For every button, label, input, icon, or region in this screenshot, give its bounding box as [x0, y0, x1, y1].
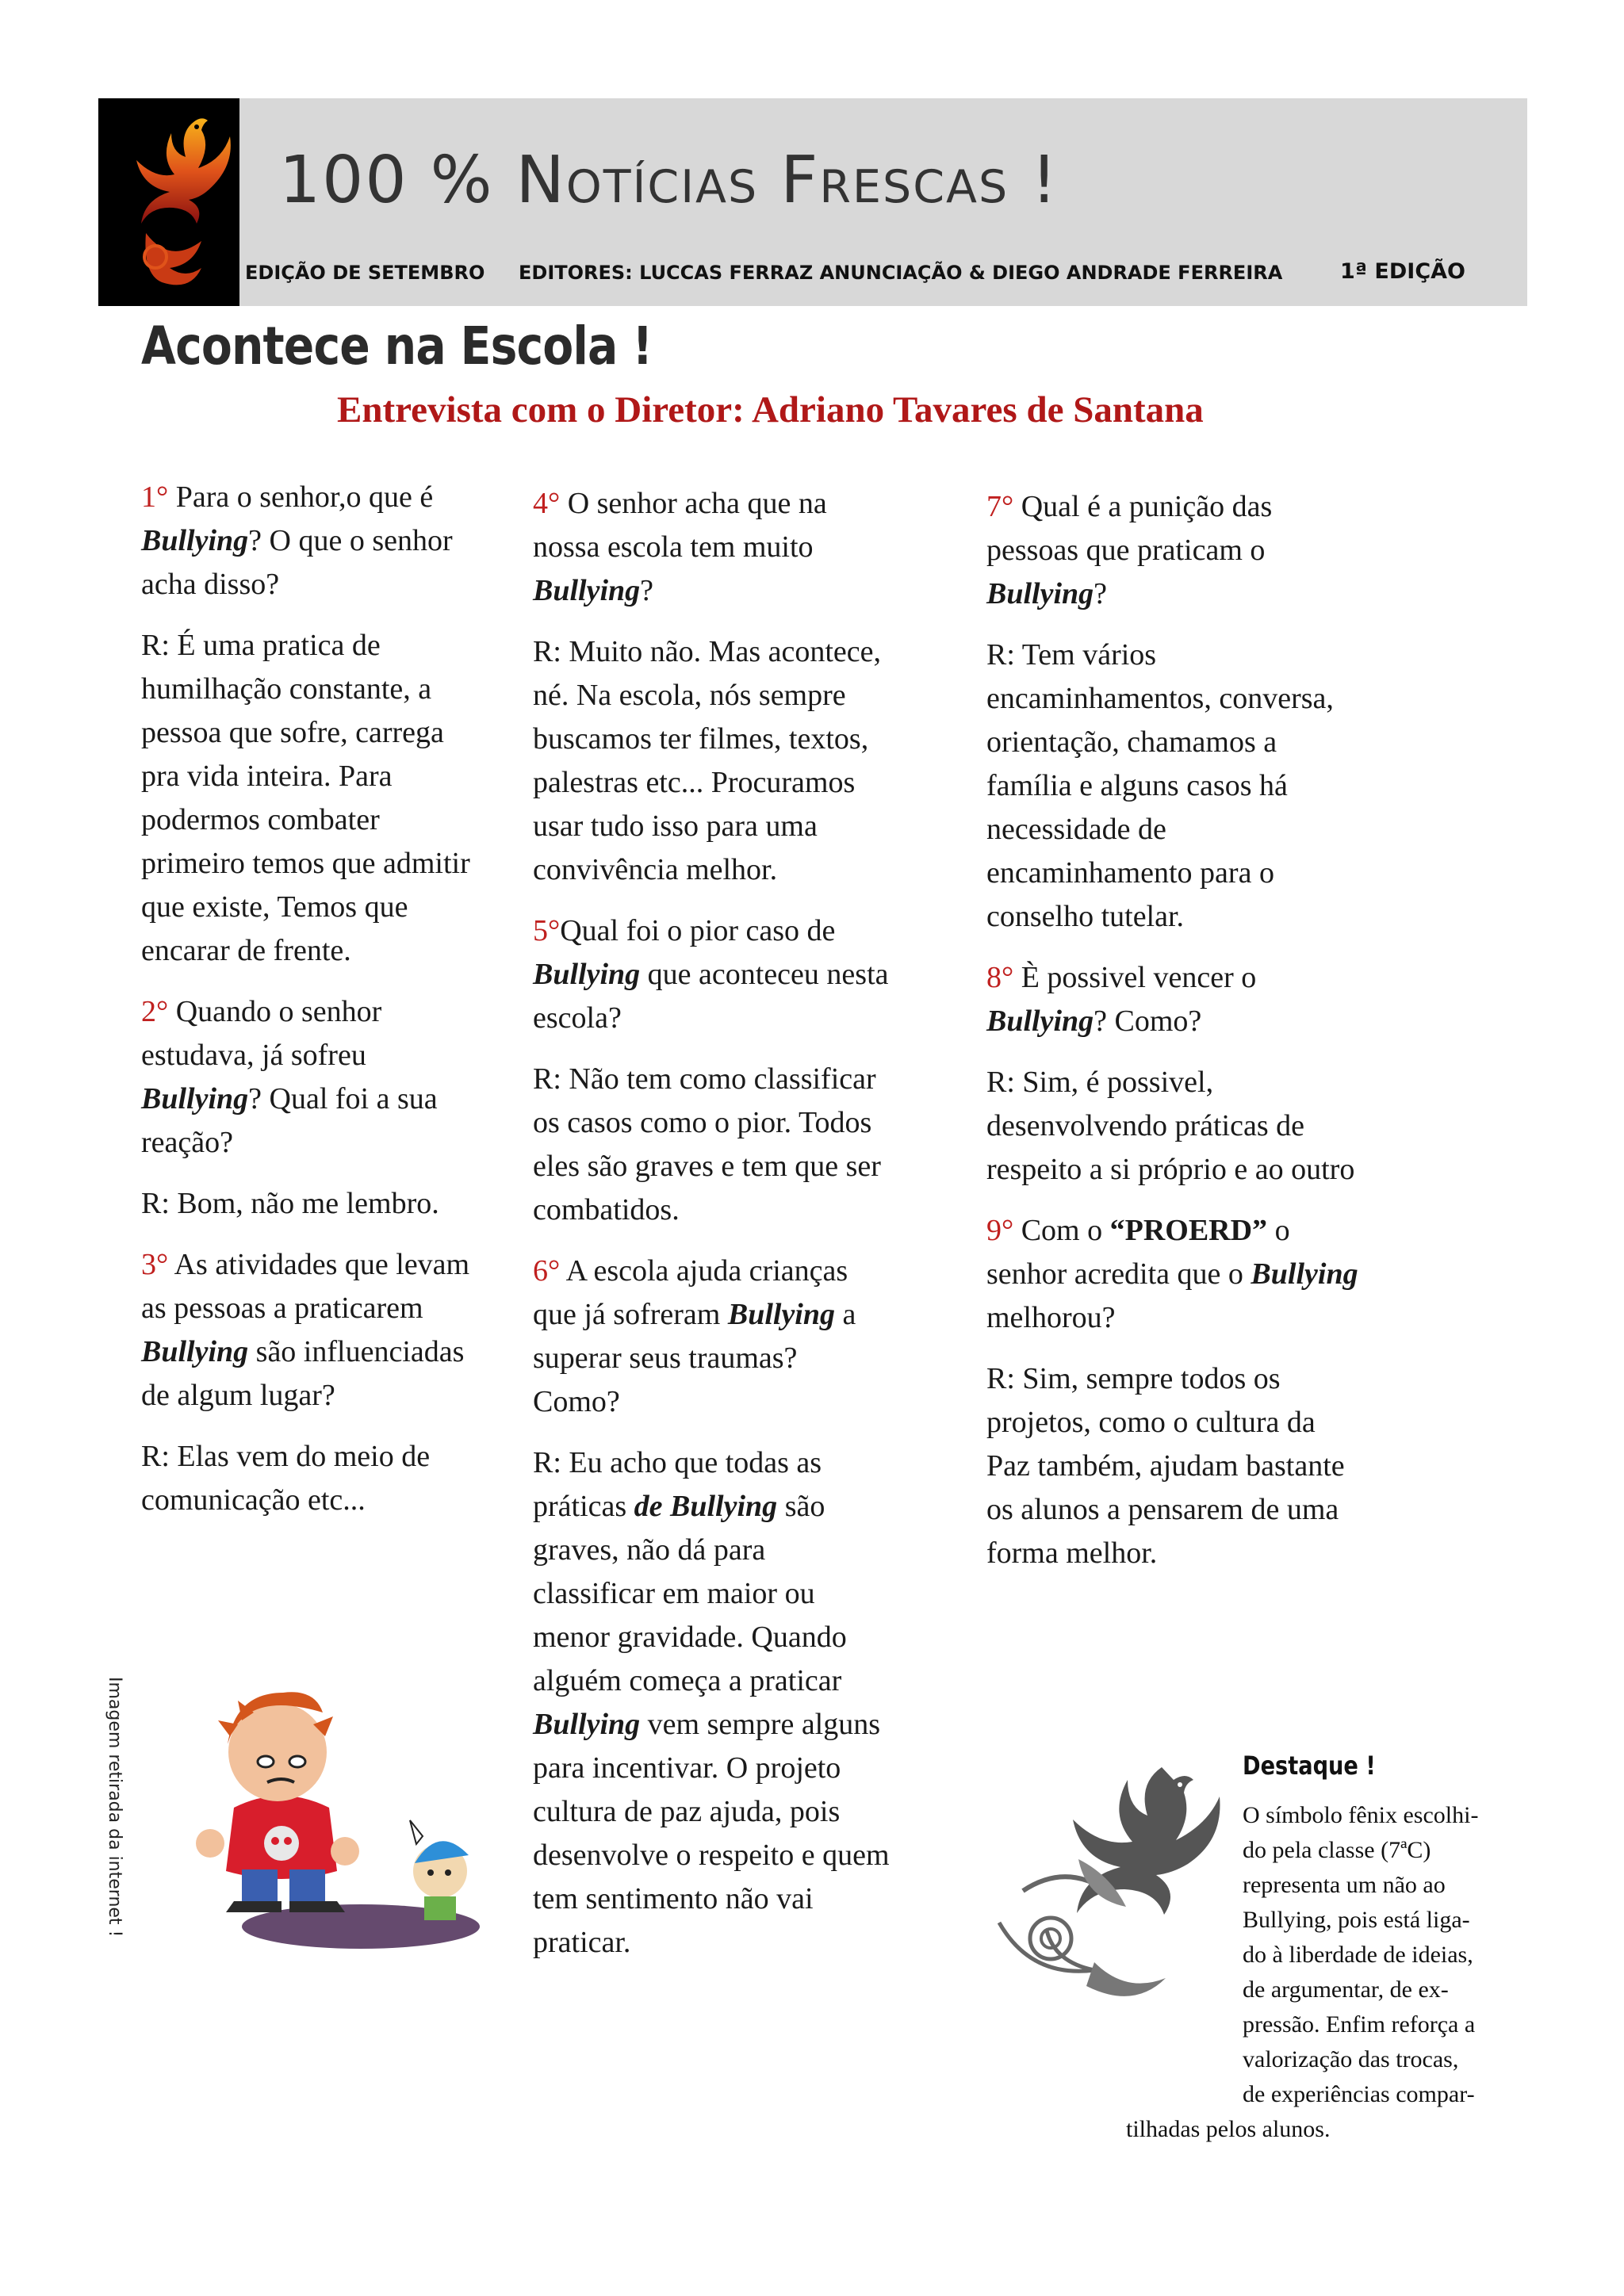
image-credit: Imagem retirada da internet ! — [105, 1677, 124, 1938]
answer-9: R: Sim, sempre todos os projetos, como o cultura da Paz também, ajudam bastante os alunos a pensarem de uma forma melhor. — [986, 1362, 1345, 1570]
answer-4: R: Muito não. Mas acontece, né. Na escola, nós sempre buscamos ter filmes, textos, palestras etc... Procuramos usar tudo isso para uma convivência melhor. — [533, 635, 882, 886]
phoenix-logo-icon — [98, 98, 239, 306]
question-7: 7° Qual é a punição das pessoas que praticam o Bullying? — [986, 490, 1273, 610]
question-5: 5°Qual foi o pior caso de Bullying que aconteceu nesta escola? — [533, 914, 889, 1035]
highlight-line: valorização das trocas, — [1243, 2046, 1459, 2072]
logo-box — [98, 98, 239, 306]
answer-5: R: Não tem como classificar os casos como o pior. Todos eles são graves e tem que ser combatidos. — [533, 1062, 881, 1226]
highlight-line: de experiências compar- — [1243, 2081, 1475, 2107]
highlight-line: tilhadas pelos alunos. — [1126, 2116, 1331, 2142]
answer-3: R: Elas vem do meio de comunicação etc... — [141, 1440, 431, 1517]
question-2: 2° Quando o senhor estudava, já sofreu Bullying? Qual foi a sua reação? — [141, 995, 438, 1159]
highlight-line: do à liberdade de ideias, — [1243, 1942, 1473, 1968]
edition-month: EDIÇÃO DE SETEMBRO — [245, 262, 485, 284]
answer-1: R: É uma pratica de humilhação constante, a pessoa que sofre, carrega pra vida inteira. Para podermos combater primeiro temos que admitir que existe, Temos que encarar de frente. — [141, 629, 470, 967]
column-1 — [141, 476, 482, 1540]
question-6: 6° A escola ajuda crianças que já sofreram Bullying a superar seus traumas? Como? — [533, 1254, 856, 1418]
answer-2: R: Bom, não me lembro. — [141, 1187, 439, 1220]
question-4: 4° O senhor acha que na nossa escola tem muito Bullying? — [533, 487, 827, 607]
column-2 — [533, 482, 890, 1982]
bullying-cartoon-illustration — [178, 1689, 496, 1950]
phoenix-illustration — [975, 1764, 1237, 2018]
question-1: 1° Para o senhor,o que é Bullying? O que o senhor acha disso? — [141, 480, 453, 601]
question-9: 9° Com o “PROERD” o senhor acredita que o Bullying melhorou? — [986, 1214, 1358, 1334]
edition-number: 1ª EDIÇÃO — [1340, 259, 1465, 284]
highlight-line: O símbolo fênix escolhi- — [1243, 1802, 1479, 1828]
answer-8: R: Sim, é possivel, desenvolvendo práticas de respeito a si próprio e ao outro — [986, 1066, 1355, 1186]
editors-line: EDITORES: LUCCAS FERRAZ ANUNCIAÇÃO & DIEGO ANDRADE FERREIRA — [519, 262, 1283, 284]
highlight-line: do pela classe (7ªC) — [1243, 1837, 1431, 1863]
highlight-line: Bullying, pois está liga- — [1243, 1907, 1470, 1933]
question-3: 3° As atividades que levam as pessoas a praticarem Bullying são influenciadas de algum lugar? — [141, 1248, 470, 1412]
highlight-line: de argumentar, de ex- — [1243, 1976, 1449, 2003]
highlight-title: Destaque ! — [1243, 1751, 1376, 1781]
paper-title: 100 % Notícias Frescas ! — [279, 143, 1059, 218]
highlight-line: representa um não ao — [1243, 1872, 1446, 1898]
answer-6: R: Eu acho que todas as práticas de Bullying são graves, não dá para classificar em maior ou menor gravidade. Quando alguém começa a praticar Bullying vem sempre alguns para incentivar. O projeto cultura de paz ajuda, pois desenvolve o respeito e quem tem sentimento não vai praticar. — [533, 1446, 890, 1959]
answer-7: R: Tem vários encaminhamentos, conversa, orientação, chamamos a família e alguns casos há necessidade de encaminhamento para o conselho tutelar. — [986, 638, 1334, 933]
interview-subtitle: Entrevista com o Diretor: Adriano Tavares de Santana — [337, 389, 1204, 430]
highlight-line: pressão. Enfim reforça a — [1243, 2011, 1476, 2038]
column-3 — [986, 485, 1359, 1593]
question-8: 8° È possivel vencer o Bullying? Como? — [986, 961, 1257, 1038]
section-title: Acontece na Escola ! — [141, 316, 653, 377]
